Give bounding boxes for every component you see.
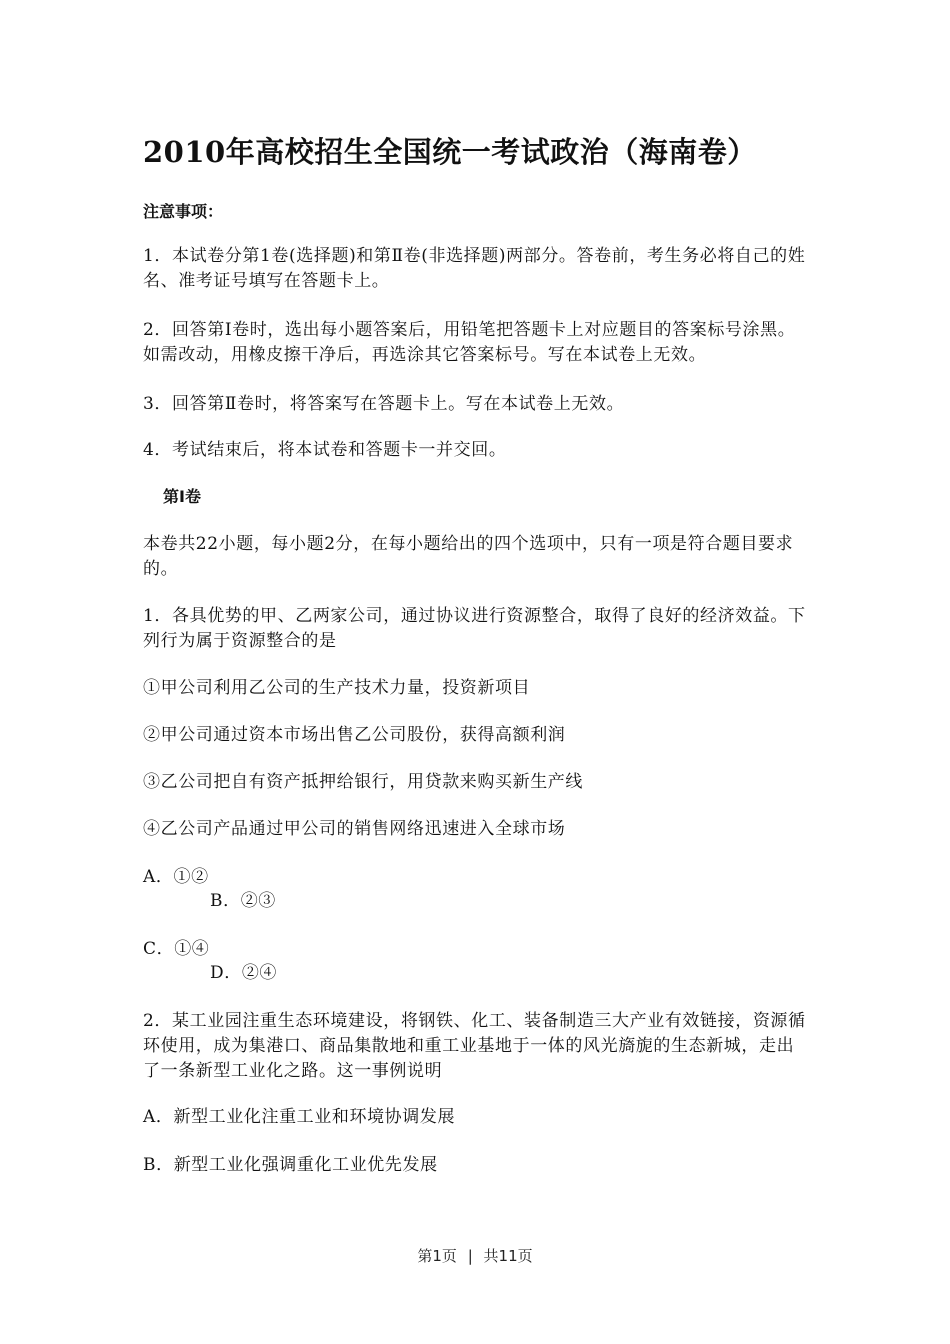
question-1-stem: 1．各具优势的甲、乙两家公司，通过协议进行资源整合，取得了良好的经济效益。下列行为属于资源整合的是 (143, 606, 806, 651)
footer-separator: | (467, 1247, 473, 1265)
question-1-statement-3: ③乙公司把自有资产抵押给银行，用贷款来购买新生产线 (143, 772, 583, 792)
notice-heading: 注意事项： (143, 202, 224, 221)
section-intro: 本卷共22小题，每小题2分，在每小题给出的四个选项中，只有一项是符合题目要求的。 (143, 534, 794, 579)
question-1-option-a: A．①② (143, 867, 209, 887)
page-total: 共11页 (483, 1247, 533, 1265)
notice-item-4: 4．考试结束后，将本试卷和答题卡一并交回。 (143, 440, 507, 460)
document-title: 2010年高校招生全国统一考试政治（海南卷） (143, 135, 757, 169)
notice-item-1: 1．本试卷分第1卷(选择题)和第Ⅱ卷(非选择题)两部分。答卷前，考生务必将自己的姓名、准考证号填写在答题卡上。 (143, 246, 806, 291)
question-1-statement-2: ②甲公司通过资本市场出售乙公司股份，获得高额利润 (143, 725, 566, 745)
question-2-option-a: A．新型工业化注重工业和环境协调发展 (143, 1107, 456, 1127)
question-1-option-d: D．②④ (210, 963, 278, 983)
question-1-option-c: C．①④ (143, 939, 210, 959)
notice-item-2: 2．回答第Ⅰ卷时，选出每小题答案后，用铅笔把答题卡上对应题目的答案标号涂黑。如需改动，用橡皮擦干净后，再选涂其它答案标号。写在本试卷上无效。 (143, 320, 796, 365)
page-number: 第1页 (417, 1247, 457, 1265)
page-footer (0, 1246, 950, 1266)
question-2-option-b: B．新型工业化强调重化工业优先发展 (143, 1155, 438, 1175)
question-1-statement-4: ④乙公司产品通过甲公司的销售网络迅速进入全球市场 (143, 819, 566, 839)
notice-item-3: 3．回答第Ⅱ卷时，将答案写在答题卡上。写在本试卷上无效。 (143, 394, 625, 414)
section-heading: 第Ⅰ卷 (163, 487, 201, 506)
question-1-statement-1: ①甲公司利用乙公司的生产技术力量，投资新项目 (143, 678, 531, 698)
question-1-option-b: B．②③ (210, 891, 276, 911)
question-2-stem: 2．某工业园注重生态环境建设，将钢铁、化工、装备制造三大产业有效链接，资源循环使用，成为集港口、商品集散地和重工业基地于一体的风光旖旎的生态新城，走出了一条新型工业化之路。这一事例说明 (143, 1011, 806, 1081)
